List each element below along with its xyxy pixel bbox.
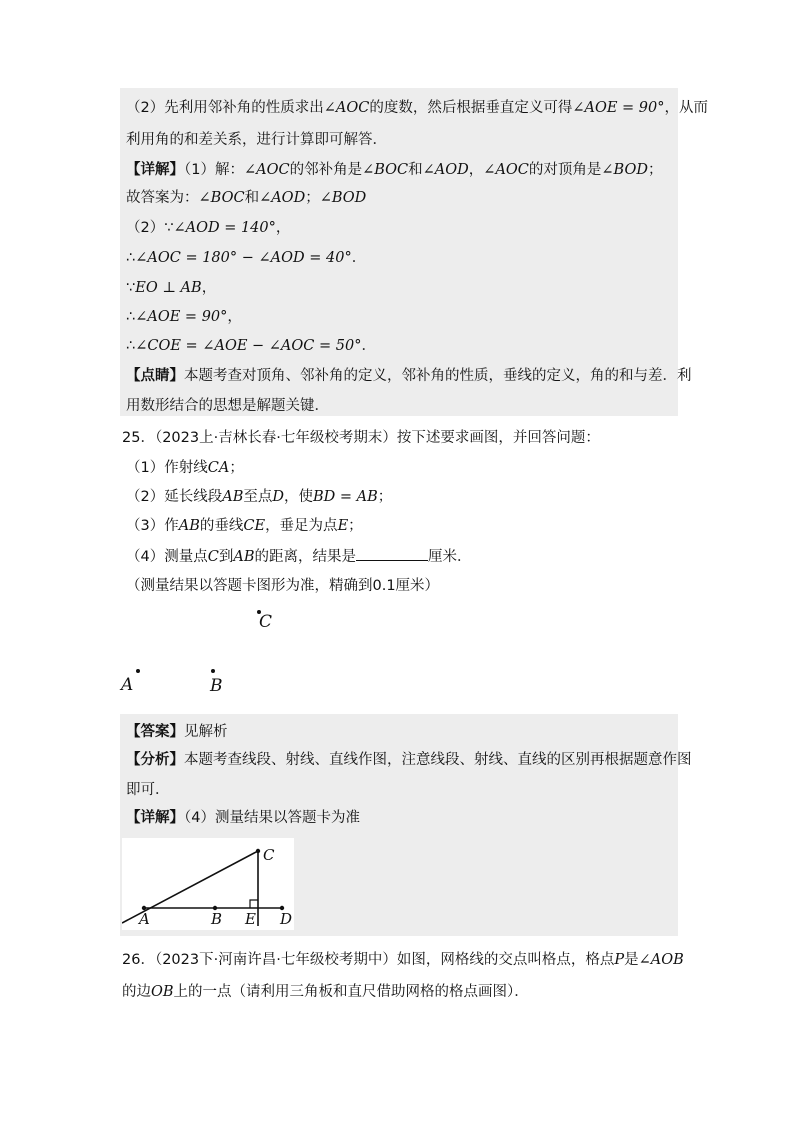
- answer-line: 【答案】见解析: [126, 724, 228, 740]
- solution-line-11: 用数形结合的思想是解题关键．: [126, 398, 329, 414]
- detail-label: 【详解】: [126, 162, 184, 178]
- solution-line-10: 【点睛】本题考查对顶角、邻补角的定义，邻补角的性质，垂线的定义，角的和与差．利: [126, 368, 692, 384]
- point-a-label: A: [121, 675, 134, 695]
- solution-line-9: ∴∠COE = ∠AOE − ∠AOC = 50°．: [126, 338, 376, 354]
- solution-line-6: ∴∠AOC = 180° − ∠AOD = 40°．: [126, 250, 367, 266]
- question-25-part-2: （2）延长线段AB至点D，使BD = AB；: [126, 489, 393, 505]
- comment-label: 【点睛】: [126, 368, 184, 384]
- solution-line-5: （2）∵∠AOD = 140°，: [126, 220, 291, 236]
- detail-label-25: 【详解】: [126, 810, 184, 826]
- math-aoe-90: ∠AOE = 90°: [572, 100, 665, 116]
- solution-line-2: 利用角的和差关系，进行计算即可解答．: [126, 132, 387, 148]
- analysis-line-1: 【分析】本题考查线段、射线、直线作图，注意线段、射线、直线的区别再根据题意作图: [126, 752, 692, 768]
- solution-line-1: （2）先利用邻补角的性质求出∠AOC的度数，然后根据垂直定义可得∠AOE = 90°，从而: [126, 100, 709, 116]
- solution-line-3: 【详解】（1）解：∠AOC的邻补角是∠BOC和∠AOD，∠AOC的对顶角是∠BOD；: [126, 162, 663, 178]
- question-25-part-3: （3）作AB的垂线CE，垂足为点E；: [126, 518, 363, 534]
- question-25-title: 25．（2023上·吉林长春·七年级校考期末）按下述要求画图，并回答问题：: [122, 430, 600, 446]
- fig-label-a: A: [139, 910, 150, 928]
- detail-line: 【详解】（4）测量结果以答题卡为准: [126, 810, 360, 826]
- fig-label-d: D: [280, 910, 293, 928]
- point-c-label: C: [259, 612, 273, 632]
- solution-line-8: ∴∠AOE = 90°，: [126, 309, 242, 325]
- fig-label-c: C: [263, 846, 275, 864]
- question-26-line-2: 的边OB上的一点（请利用三角板和直尺借助网格的格点画图）．: [122, 984, 529, 1000]
- fig-point-c: [256, 849, 260, 853]
- answer-blank: [356, 546, 428, 561]
- question-25-part-4: （4）测量点C到AB的距离，结果是 厘米．: [126, 546, 471, 567]
- point-b-dot: [211, 669, 215, 673]
- point-a-dot: [136, 669, 140, 673]
- analysis-line-2: 即可．: [126, 782, 170, 798]
- question-25-note: （测量结果以答题卡图形为准，精确到0.1厘米）: [126, 578, 440, 594]
- fig-label-e: E: [245, 910, 256, 928]
- answer-label: 【答案】: [126, 724, 184, 740]
- solution-line-4: 故答案为：∠BOC和∠AOD；∠BOD: [126, 190, 367, 206]
- solution-line-7: ∵EO ⊥ AB，: [126, 280, 217, 296]
- question-26-line-1: 26．（2023下·河南许昌·七年级校考期中）如图，网格线的交点叫格点，格点P是∠AOB: [122, 952, 684, 968]
- math-aoc: ∠AOC: [323, 100, 370, 116]
- analysis-label: 【分析】: [126, 752, 184, 768]
- answer-figure: [122, 838, 294, 930]
- question-25-part-1: （1）作射线CA；: [126, 460, 244, 476]
- fig-label-b: B: [211, 910, 223, 928]
- point-b-label: B: [210, 676, 223, 696]
